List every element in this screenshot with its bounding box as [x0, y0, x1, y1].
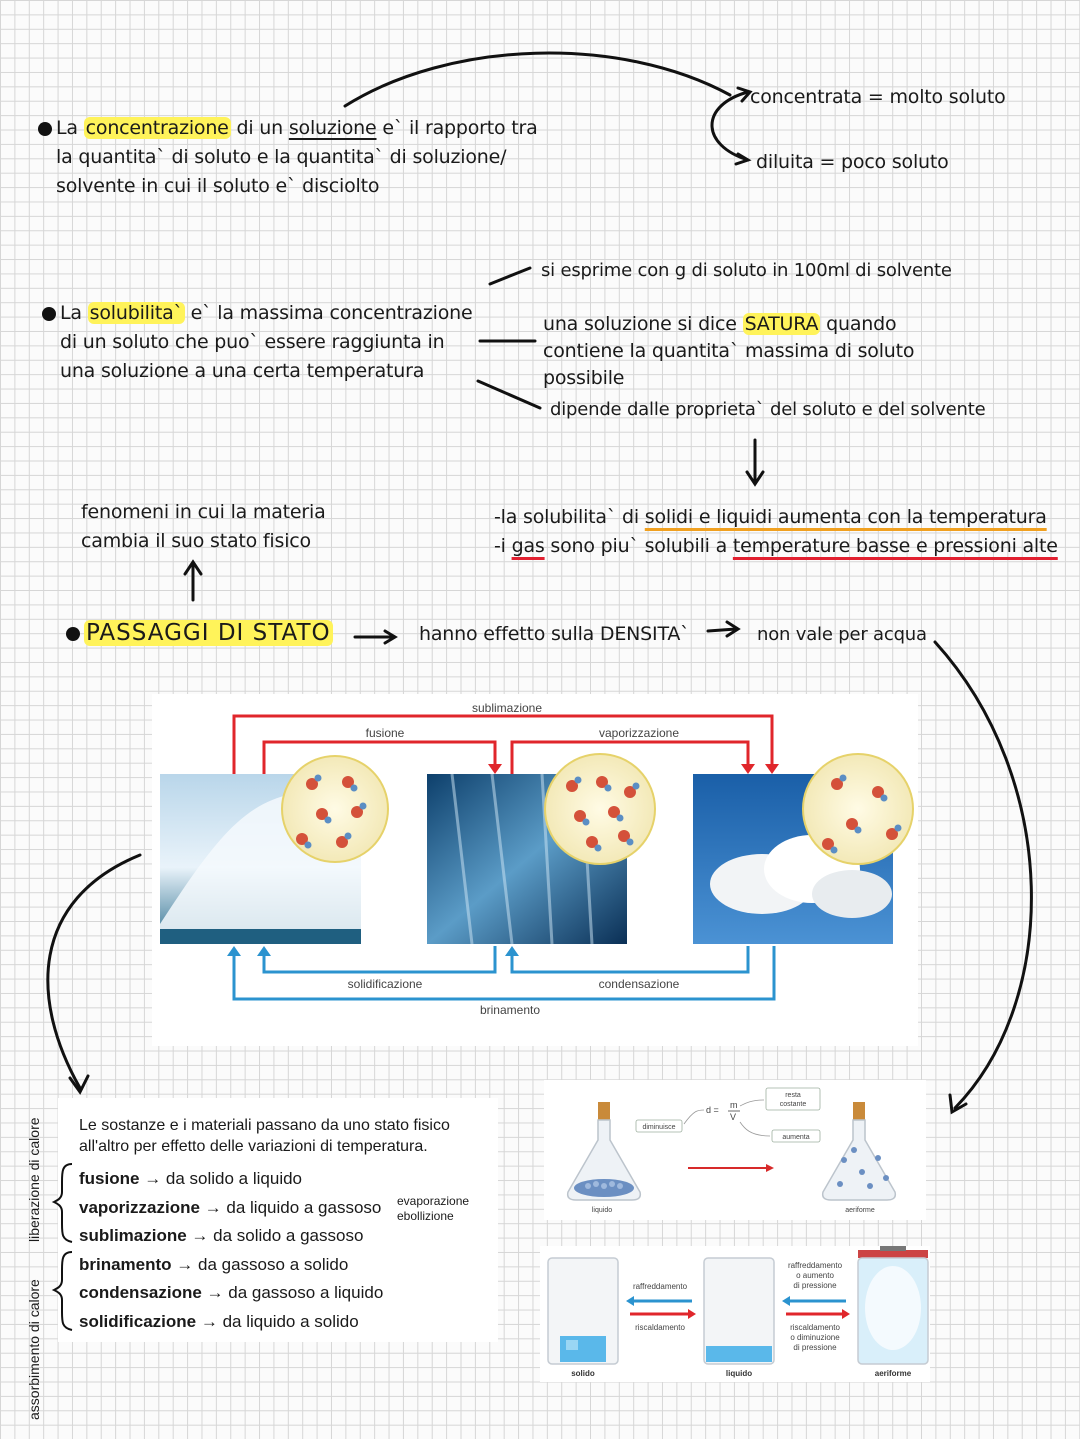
- solubility-line3: una soluzione a una certa temperatura: [60, 360, 425, 382]
- label-vaporizzazione: vaporizzazione: [598, 726, 680, 740]
- label-sublimazione: sublimazione: [471, 701, 543, 715]
- state-change-diagram: [152, 694, 918, 1046]
- label-fusione: fusione: [365, 726, 405, 740]
- solubility-branch-saturated: una soluzione si dice SATURA quando: [543, 313, 897, 335]
- solubility-rule-gas: -i gas sono piu` solubili a temperature basse e pressioni alte: [494, 535, 1058, 557]
- solubility-branch-units: si esprime con g di soluto in 100ml di solvente: [541, 260, 952, 281]
- container-solid: [548, 1258, 618, 1364]
- list-item: solidificazione → da liquido a solido: [79, 1311, 359, 1331]
- list-item: vaporizzazione → da liquido a gassoso: [79, 1197, 382, 1217]
- solubility-branch-line-1: [490, 268, 530, 284]
- diminuisce-label: diminuisce: [642, 1124, 676, 1131]
- density-figure: [544, 1080, 926, 1220]
- concentration-highlight: concentrazione: [85, 117, 229, 139]
- density-figure-svg: [544, 1080, 926, 1220]
- saturated-line2: contiene la quantita` massima di soluto: [543, 340, 915, 362]
- svg-text:o aumento: o aumento: [796, 1271, 834, 1280]
- label-liquido: liquido: [725, 1369, 753, 1378]
- label-condensazione: condensazione: [598, 977, 680, 991]
- solid-molecules-circle: [282, 756, 388, 862]
- solubility-rule-solids: -la solubilita` di solidi e liquidi aumenta con la temperatura: [494, 506, 1047, 528]
- rule-gas-conditions-underlined: temperature basse e pressioni alte: [732, 535, 1058, 557]
- summary-list: [79, 1169, 383, 1340]
- flask-gas-label: aeriforme: [845, 1207, 875, 1214]
- bullet-icon: [38, 122, 52, 136]
- containers-figure-svg: [540, 1246, 930, 1382]
- state-change-definition-line2: cambia il suo stato fisico: [81, 530, 311, 552]
- svg-text:riscaldamento: riscaldamento: [790, 1323, 840, 1332]
- concentration-line2: la quantita` di soluto e la quantita` di soluzione/: [56, 146, 507, 168]
- svg-text:costante: costante: [779, 1101, 807, 1108]
- gas-underlined: gas: [511, 535, 545, 557]
- gas-molecules-circle: [803, 754, 913, 864]
- solidificazione-arrow: [264, 946, 495, 972]
- state-changes-title: [66, 619, 333, 648]
- formula-v: V: [730, 1112, 737, 1122]
- vaporization-note: evaporazione ebollizione: [397, 1194, 470, 1223]
- formula-d: d =: [706, 1105, 719, 1115]
- right-arrow-2: [708, 629, 736, 631]
- solubility-definition: La solubilita` e` la massima concentrazione: [42, 299, 472, 328]
- solubility-highlight: solubilita`: [89, 302, 183, 324]
- aumenta-label: aumenta: [782, 1134, 810, 1141]
- saturated-line3: possibile: [543, 367, 625, 389]
- dilute-note: diluita = poco soluto: [756, 151, 949, 173]
- label-solido: solido: [571, 1369, 595, 1378]
- container-gas: [858, 1246, 928, 1364]
- solubility-branch-depends: dipende dalle proprieta` del soluto e del solvente: [550, 399, 986, 420]
- concentration-line3: solvente in cui il soluto e` disciolto: [56, 175, 380, 197]
- formula-m: m: [730, 1100, 738, 1110]
- rule-solids-underlined: solidi e liquidi aumenta con la temperatura: [644, 506, 1047, 528]
- containers-figure: [540, 1246, 930, 1382]
- list-item: brinamento → da gassoso a solido: [79, 1254, 349, 1274]
- label-raffreddamento: raffreddamento: [632, 1282, 688, 1291]
- state-changes-highlight: PASSAGGI DI STATO: [86, 620, 331, 646]
- solubility-branch-line-3: [478, 381, 540, 408]
- flask-liquid-label: liquido: [591, 1207, 613, 1214]
- concentration-definition: La concentrazione di un soluzione e` il rapporto tra: [38, 114, 538, 143]
- solubility-line2: di un soluto che puo` essere raggiunta in: [60, 331, 445, 353]
- long-curve-arrow-right: [935, 642, 1031, 1108]
- label-aeriforme: aeriforme: [874, 1369, 912, 1378]
- solution-underlined: soluzione: [288, 117, 377, 139]
- state-change-definition-line1: fenomeni in cui la materia: [81, 501, 326, 523]
- label-brinamento: brinamento: [479, 1003, 541, 1017]
- bullet-icon: [66, 627, 80, 641]
- svg-text:di pressione: di pressione: [793, 1281, 837, 1290]
- svg-text:o diminuzione: o diminuzione: [790, 1333, 840, 1342]
- svg-text:resta: resta: [785, 1092, 801, 1099]
- saturated-highlight: SATURA: [744, 313, 819, 335]
- svg-text:raffreddamento: raffreddamento: [787, 1261, 843, 1270]
- list-item: fusione → da solido a liquido: [79, 1169, 303, 1188]
- label-solidificazione: solidificazione: [347, 977, 423, 991]
- condensazione-arrow: [512, 946, 748, 972]
- concentration-brace: [712, 92, 748, 160]
- summary-intro: Le sostanze e i materiali passano da uno stato fisico all'altro per effetto delle variazioni di temperatura.: [79, 1117, 450, 1155]
- list-item: condensazione → da gassoso a liquido: [79, 1283, 384, 1302]
- svg-text:di pressione: di pressione: [793, 1343, 837, 1352]
- flask-gas: [823, 1102, 896, 1200]
- flask-liquid: [568, 1102, 641, 1200]
- water-exception: non vale per acqua: [757, 624, 927, 645]
- container-liquid: [704, 1258, 774, 1364]
- concentration-curve-arrow: [345, 53, 730, 106]
- state-change-diagram-svg: [152, 694, 918, 1046]
- long-curve-arrow-left: [48, 855, 140, 1088]
- list-item: sublimazione → da solido a gassoso: [79, 1226, 364, 1245]
- heat-release-label: liberazione di calore: [26, 1117, 42, 1242]
- concentrated-note: concentrata = molto soluto: [750, 86, 1006, 108]
- density-effect: hanno effetto sulla DENSITA`: [419, 623, 690, 645]
- summary-braces: [50, 1160, 80, 1340]
- heat-absorption-label: assorbimento di calore: [26, 1279, 42, 1420]
- label-riscaldamento: riscaldamento: [635, 1323, 685, 1332]
- liquid-molecules-circle: [545, 754, 655, 864]
- bullet-icon: [42, 307, 56, 321]
